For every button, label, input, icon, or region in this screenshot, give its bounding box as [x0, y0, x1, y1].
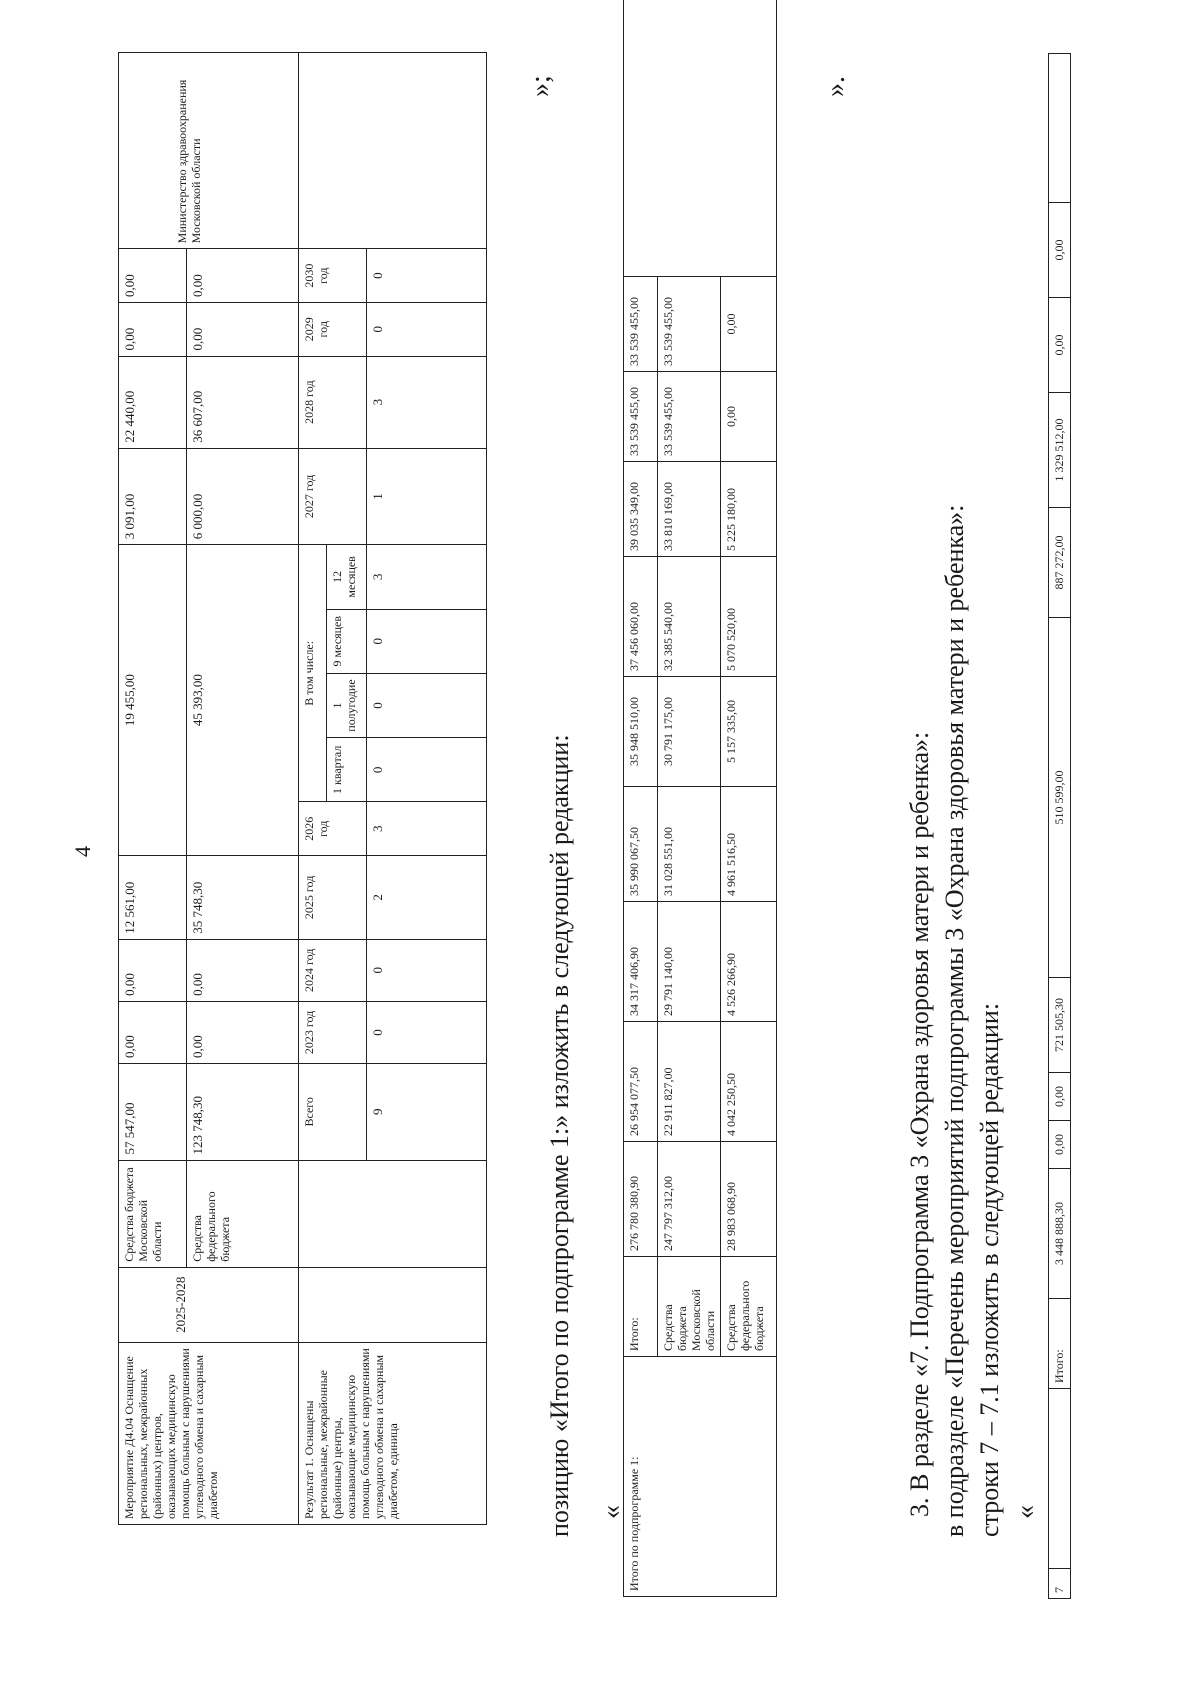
- funding-2029: 0,00: [119, 302, 187, 356]
- table2-end-mark: ».: [820, 76, 851, 97]
- table1-end-mark: »;: [525, 75, 556, 97]
- result-q1: 0: [367, 738, 487, 802]
- result-header-m9: 9 месяцев: [327, 609, 367, 673]
- result-header-q1: 1 квартал: [327, 738, 367, 802]
- funding-2030: 0,00: [187, 249, 299, 303]
- responsible-org: Министерство здравоохранения Московской области: [119, 53, 299, 249]
- result-header-2028: 2028 год: [299, 356, 367, 448]
- result-label: Результат 1. Оснащены региональные, межрайонные (районные) центры, оказывающие медицинскую помощь больным с нарушениями углеводного обмена и сахарным диабетом, единица: [299, 1342, 487, 1524]
- result-header-2027: 2027 год: [299, 448, 367, 544]
- result-header-2030: 2030 год: [299, 249, 367, 303]
- funding-2027: 6 000,00: [187, 448, 299, 544]
- funding-source: Средства бюджета Московской области: [119, 1160, 187, 1267]
- table-row: [299, 53, 327, 1525]
- funding-total: 123 748,30: [187, 1064, 299, 1160]
- page-number: 4: [70, 846, 95, 857]
- table-row: Средства федерального бюджета 28 983 068,90 4 042 250,50 4 526 266,90 4 961 516,50 5 157 335,00 5 070 520,00 5 225 180,00 0,00 0,00: [721, 0, 777, 1597]
- funding-source: Средства федерального бюджета: [187, 1160, 299, 1267]
- funding-2024: 0,00: [119, 939, 187, 1001]
- funding-2027: 3 091,00: [119, 448, 187, 544]
- result-m9: 0: [367, 609, 487, 673]
- funding-2030: 0,00: [119, 249, 187, 303]
- result-2029: 0: [367, 302, 487, 356]
- paragraph-1: позицию «Итого по подпрограмме 1:» изложить в следующей редакции:: [545, 734, 574, 1537]
- table-row: [119, 53, 187, 1525]
- result-2028: 3: [367, 356, 487, 448]
- result-m12: 3: [367, 545, 487, 609]
- result-2030: 0: [367, 249, 487, 303]
- row-source: Средства федерального бюджета: [721, 1257, 777, 1357]
- row-label: Итого:: [1049, 1299, 1071, 1389]
- paragraph-2: 3. В разделе «7. Подпрограмма 3 «Охрана здоровья матери и ребенка»:: [905, 731, 934, 1517]
- funding-2026: 19 455,00: [119, 545, 187, 856]
- row-number: 7: [1049, 1569, 1071, 1599]
- result-2023: 0: [367, 1001, 487, 1063]
- open-quote: «: [596, 1505, 627, 1519]
- row-source: Итого:: [624, 1257, 658, 1357]
- result-2024: 0: [367, 939, 487, 1001]
- result-header-total: Всего: [299, 1064, 367, 1160]
- paragraph-3: в подразделе «Перечень мероприятий подпрограммы 3 «Охрана здоровья матери и ребенка»:: [940, 504, 969, 1537]
- funding-2023: 0,00: [187, 1001, 299, 1063]
- funding-total: 57 547,00: [119, 1064, 187, 1160]
- section7-table: [1048, 53, 1071, 1599]
- result-header-incl: В том числе:: [299, 545, 327, 802]
- table-row: Итого по подпрограмме 1: Итого: 276 780 380,90 26 954 077,50 34 317 406,90 35 990 067,50 35 948 510,00 37 456 060,00 39 035 349,00 33 539 455,00 33 539 455,00: [624, 0, 658, 1597]
- result-header-2024: 2024 год: [299, 939, 367, 1001]
- funding-2025: 35 748,30: [187, 856, 299, 940]
- result-header-2023: 2023 год: [299, 1001, 367, 1063]
- activity-years: 2025-2028: [119, 1267, 299, 1342]
- open-quote-2: «: [1010, 1505, 1041, 1519]
- table-row: Средства бюджета Московской области 247 797 312,00 22 911 827,00 29 791 140,00 31 028 551,00 30 791 175,00 32 385 540,00 33 810 169,00 33 539 455,00 33 539 455,00: [658, 0, 721, 1597]
- activity-label: Мероприятие Д4.04 Оснащение региональных, межрайонных (районных) центров, оказывающих медицинскую помощь больным с нарушениями углеводного обмена и сахарным диабетом: [119, 1342, 299, 1524]
- table-row: 7 Итого: 3 448 888,30 0,00 0,00 721 505,30 510 599,00 887 272,00 1 329 512,00 0,00 0,00: [1049, 54, 1071, 1599]
- funding-2024: 0,00: [187, 939, 299, 1001]
- paragraph-4: строки 7 – 7.1 изложить в следующей редакции:: [975, 1002, 1004, 1537]
- result-header-2026: 2026 год: [299, 802, 367, 856]
- result-2026: 3: [367, 802, 487, 856]
- result-h1: 0: [367, 673, 487, 737]
- funding-2023: 0,00: [119, 1001, 187, 1063]
- result-2027: 1: [367, 448, 487, 544]
- subprogram-label: Итого по подпрограмме 1:: [624, 1357, 777, 1597]
- result-header-m12: 12 месяцев: [327, 545, 367, 609]
- subprogram-total-table: [623, 0, 777, 1597]
- row-source: Средства бюджета Московской области: [658, 1257, 721, 1357]
- funding-2028: 36 607,00: [187, 356, 299, 448]
- result-header-h1: 1 полугодие: [327, 673, 367, 737]
- result-2025: 2: [367, 856, 487, 940]
- result-header-2029: 2029 год: [299, 302, 367, 356]
- result-total: 9: [367, 1064, 487, 1160]
- result-header-2025: 2025 год: [299, 856, 367, 940]
- funding-2029: 0,00: [187, 302, 299, 356]
- funding-2025: 12 561,00: [119, 856, 187, 940]
- funding-2028: 22 440,00: [119, 356, 187, 448]
- activity-table: [118, 52, 487, 1525]
- funding-2026: 45 393,00: [187, 545, 299, 856]
